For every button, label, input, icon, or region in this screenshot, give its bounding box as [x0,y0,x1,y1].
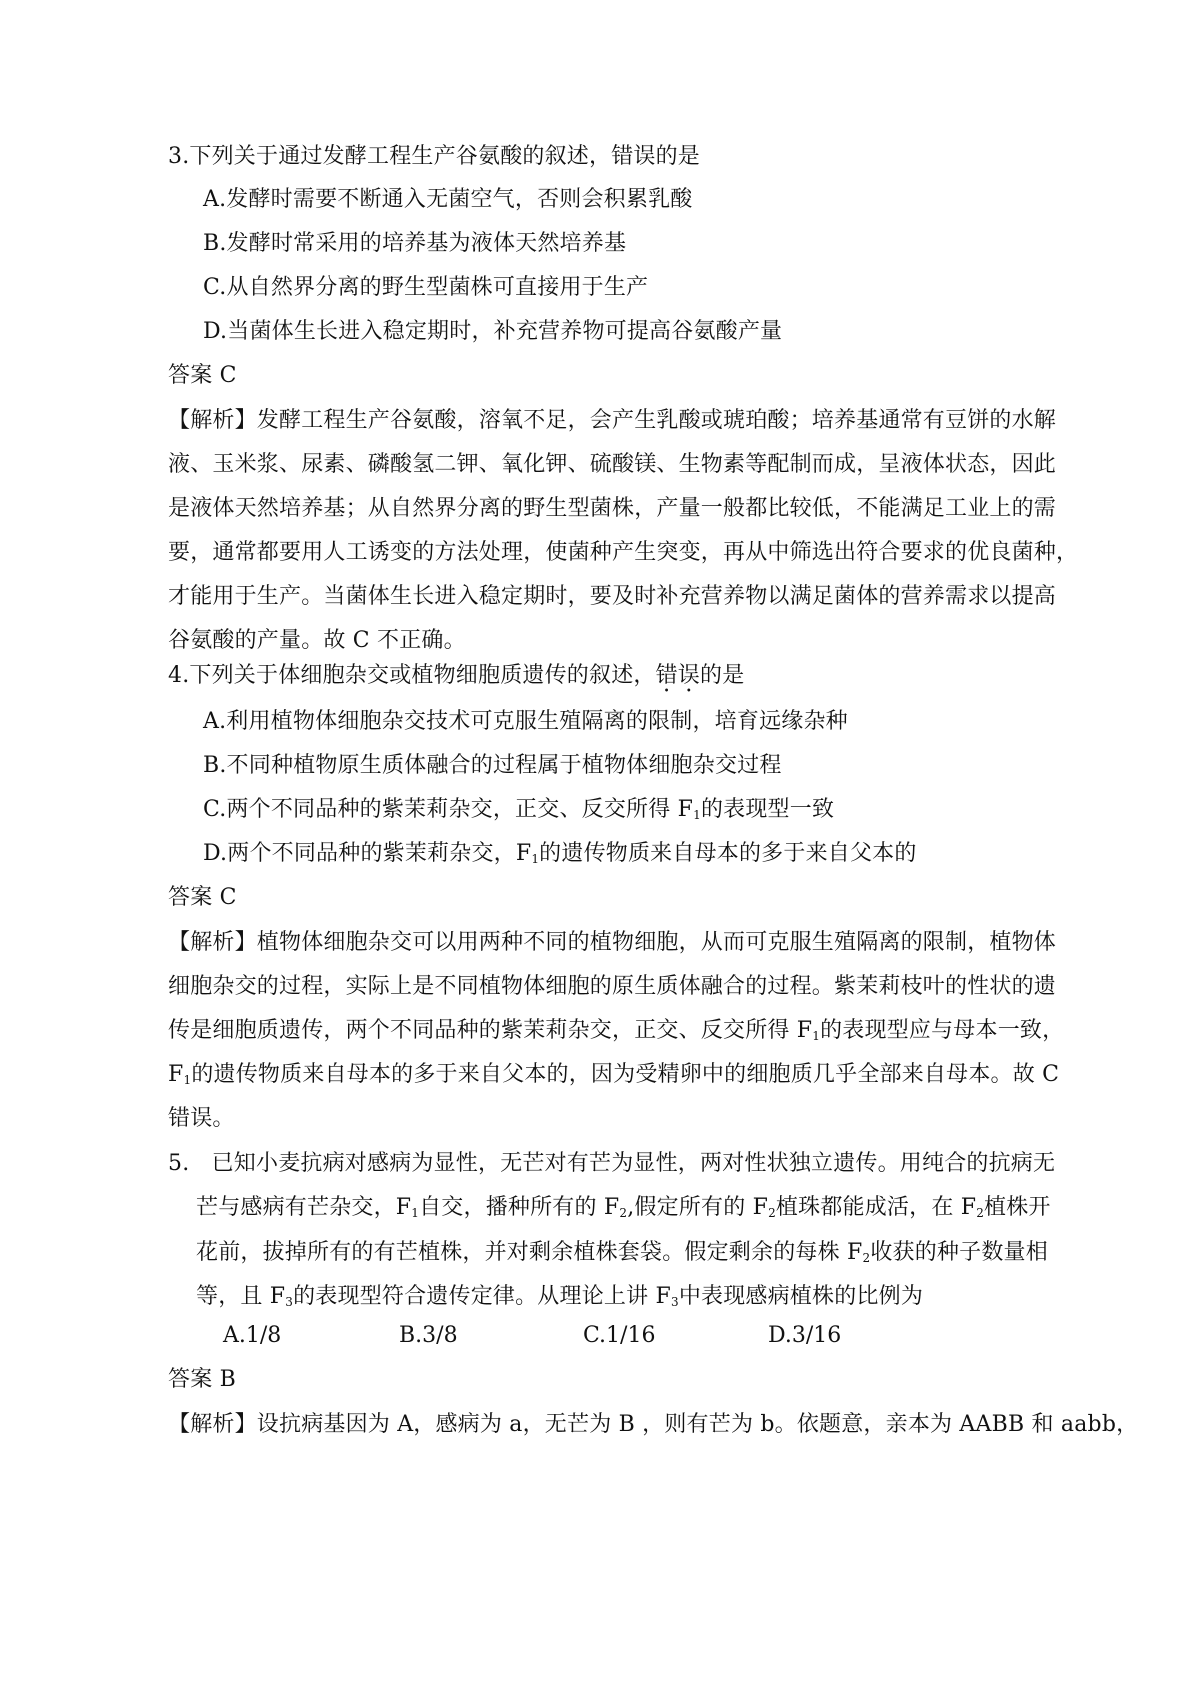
emphasis-char: 错 [655,663,678,688]
q5-stem-line: 花前，拔掉所有的有芒植株，并对剩余植株套袋。假定剩余的每株 $F_2$收获的种子数量相 [196,1240,1048,1265]
q3-explanation-line: 是液体天然培养基；从自然界分离的野生型菌株，产量一般都比较低，不能满足工业上的需 [168,496,1057,521]
q4-explanation-line: 传是细胞质遗传，两个不同品种的紫茉莉杂交，正交、反交所得 $F_1$的表现型应与母本一致， [168,1018,1065,1043]
q5-option-b: B.3/8 [399,1323,458,1348]
q3-explanation-line: 要，通常都要用人工诱变的方法处理，使菌种产生突变，再从中筛选出符合要求的优良菌种， [168,540,1079,565]
q5-explanation-line: 【解析】设抗病基因为 A，感病为 a，无芒为 B ，则有芒为 b。依题意，亲本为 AABB 和 aabb， [168,1412,1139,1437]
q4-explanation-line: $F_1$的遗传物质来自母本的多于来自父本的，因为受精卵中的细胞质几乎全部来自母本。故 C [168,1062,1060,1087]
q4-answer: 答案 C [168,885,237,910]
q5-stem-line: 等，且 $F_3$的表现型符合遗传定律。从理论上讲 $F_3$中表现感病植株的比例为 [196,1284,924,1309]
q3-stem: 3.下列关于通过发酵工程生产谷氨酸的叙述，错误的是 [168,144,700,169]
q3-explanation-line: 液、玉米浆、尿素、磷酸氢二钾、氧化钾、硫酸镁、生物素等配制而成，呈液体状态，因此 [168,452,1057,477]
q3-option-b: B.发酵时常采用的培养基为液体天然培养基 [203,231,627,256]
q3-option-a: A.发酵时需要不断通入无菌空气，否则会积累乳酸 [203,187,693,212]
q4-explanation-line: 【解析】植物体细胞杂交可以用两种不同的植物细胞，从而可克服生殖隔离的限制，植物体 [168,930,1057,955]
q3-explanation-line: 谷氨酸的产量。故 C 不正确。 [168,628,466,653]
q4-explanation-line: 错误。 [168,1106,235,1131]
q4-stem: 4.下列关于体细胞杂交或植物细胞质遗传的叙述，错误的是 [168,663,745,688]
q4-explanation-line: 细胞杂交的过程，实际上是不同植物体细胞的原生质体融合的过程。紫茉莉枝叶的性状的遗 [168,974,1057,999]
q4-option-d: D.两个不同品种的紫茉莉杂交，$F_1$的遗传物质来自母本的多于来自父本的 [203,841,917,866]
q3-option-c: C.从自然界分离的野生型菌株可直接用于生产 [203,275,649,300]
q5-option-c: C.1/16 [583,1323,656,1348]
q3-explanation-line: 【解析】发酵工程生产谷氨酸，溶氧不足，会产生乳酸或琥珀酸；培养基通常有豆饼的水解 [168,408,1057,433]
q5-option-a: A.1/8 [223,1323,282,1348]
q3-answer: 答案 C [168,363,237,388]
q4-option-c: C.两个不同品种的紫茉莉杂交，正交、反交所得 $F_1$的表现型一致 [203,797,835,822]
emphasis-char: 误 [677,663,700,688]
q5-option-d: D.3/16 [768,1323,842,1348]
q3-explanation-line: 才能用于生产。当菌体生长进入稳定期时，要及时补充营养物以满足菌体的营养需求以提高 [168,584,1057,609]
q5-stem-line: 芒与感病有芒杂交，$F_1$自交，播种所有的 $F_2$,假定所有的 $F_2$植珠都能成活，在 $F_2$植株开 [196,1195,1051,1220]
q5-options [223,1320,943,1352]
q4-option-a: A.利用植物体细胞杂交技术可克服生殖隔离的限制，培育远缘杂种 [203,709,848,734]
q5-stem-line: 5. 已知小麦抗病对感病为显性，无芒对有芒为显性，两对性状独立遗传。用纯合的抗病无 [168,1151,1056,1176]
q5-answer: 答案 B [168,1367,236,1392]
q4-option-b: B.不同种植物原生质体融合的过程属于植物体细胞杂交过程 [203,753,782,778]
q3-option-d: D.当菌体生长进入稳定期时，补充营养物可提高谷氨酸产量 [203,319,783,344]
